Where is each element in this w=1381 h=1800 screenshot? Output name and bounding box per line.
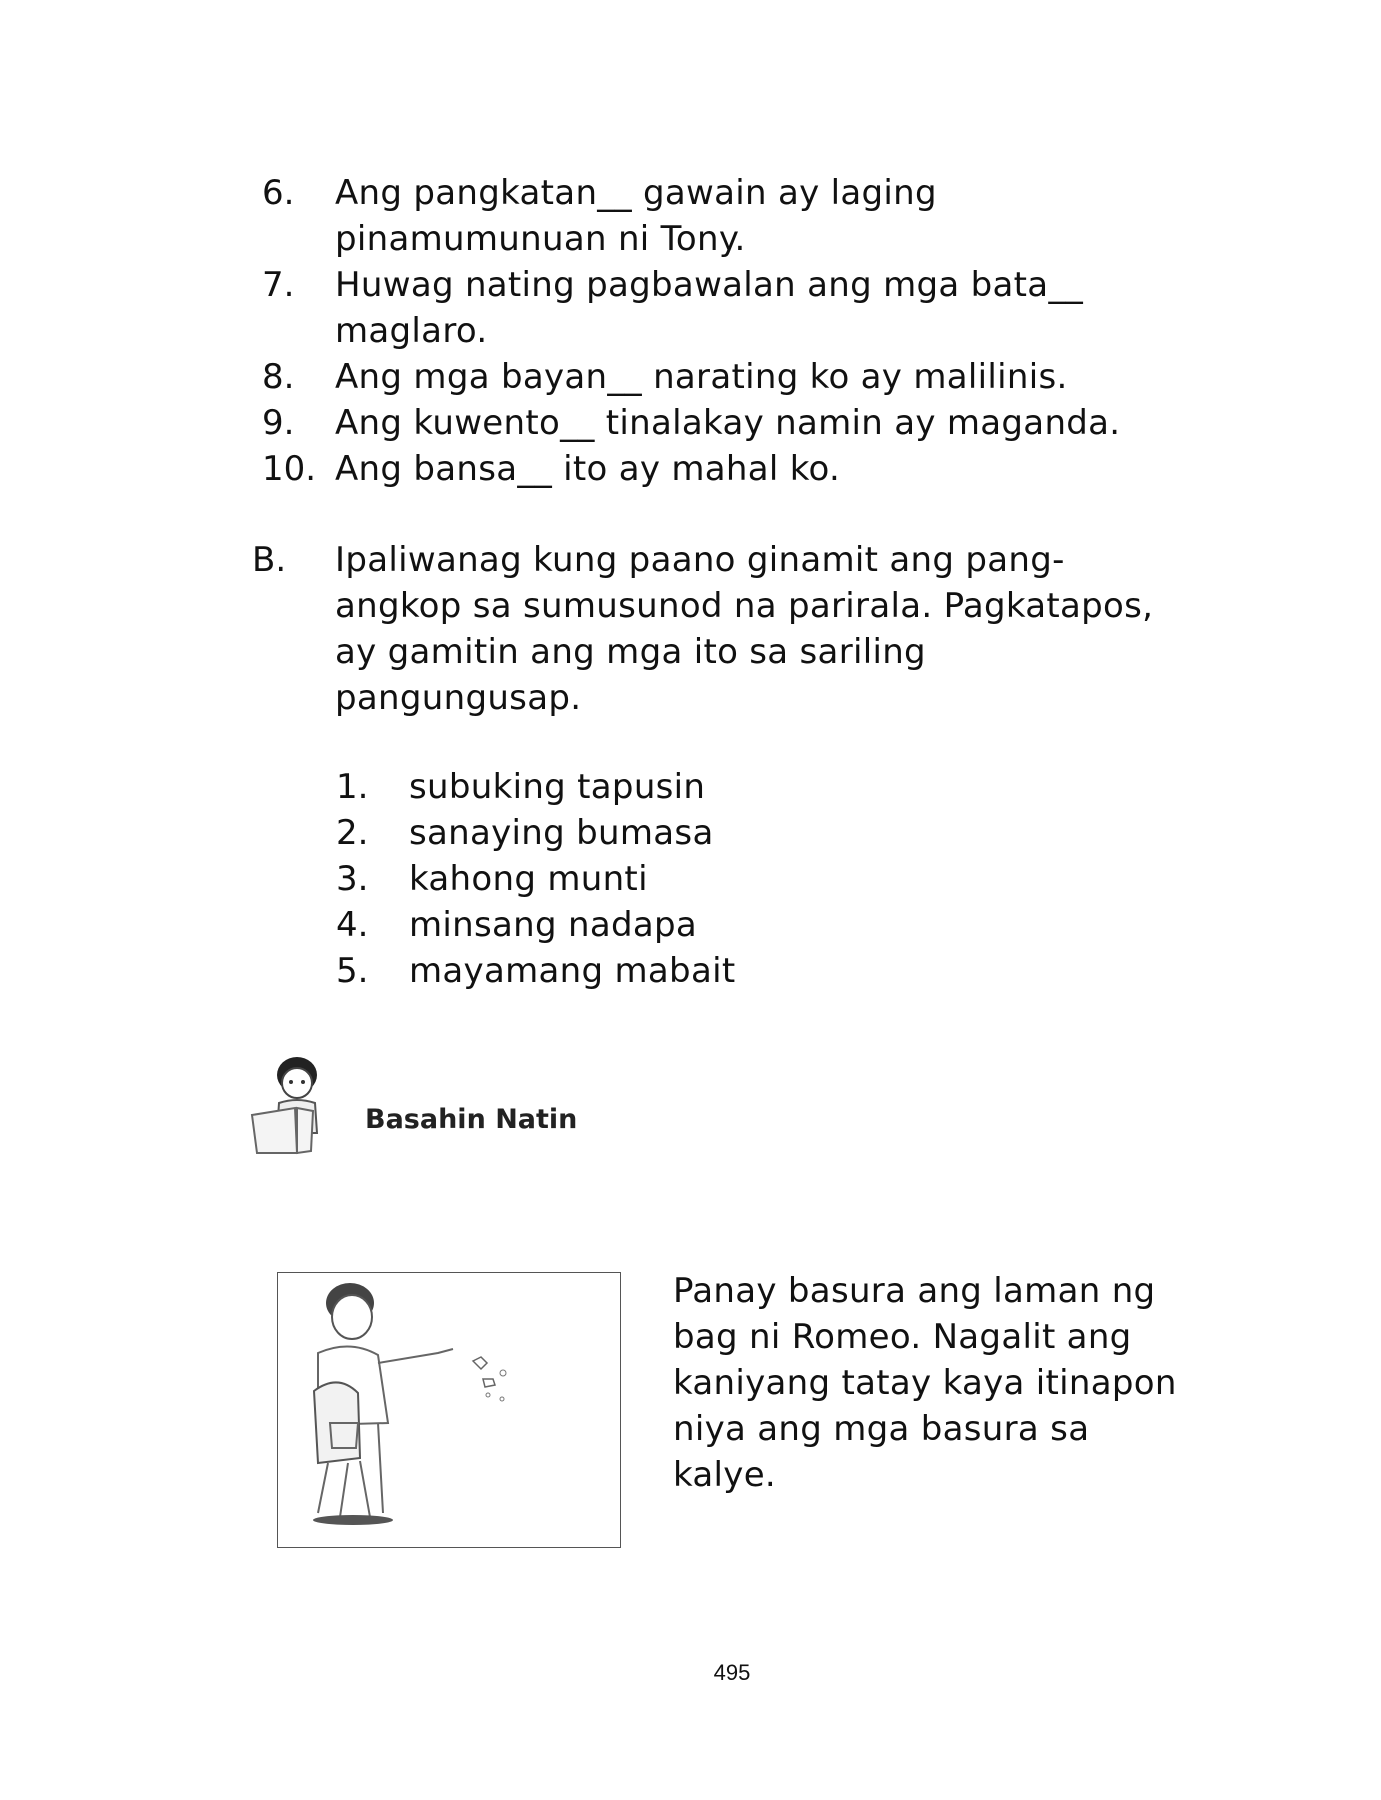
instruction-line: ay gamitin ang mga ito sa sariling xyxy=(335,632,926,672)
item-text: Ang bansa__ ito ay mahal ko. xyxy=(335,449,841,489)
item-text: Ang mga bayan__ narating ko ay malilinis. xyxy=(335,357,1068,397)
item-number: 5. xyxy=(336,951,369,991)
item-text: Ang kuwento__ tinalakay namin ay maganda. xyxy=(335,403,1121,443)
item-number: 7. xyxy=(262,265,295,305)
item-text: subuking tapusin xyxy=(409,767,706,807)
item-text: sanaying bumasa xyxy=(409,813,714,853)
item-number: 4. xyxy=(336,905,369,945)
item-number: 10. xyxy=(262,449,317,489)
item-number: 1. xyxy=(336,767,369,807)
item-text: mayamang mabait xyxy=(409,951,736,991)
paragraph-line: bag ni Romeo. Nagalit ang xyxy=(673,1317,1132,1357)
instruction-line: pangungusap. xyxy=(335,678,582,718)
item-number: 8. xyxy=(262,357,295,397)
item-number: 2. xyxy=(336,813,369,853)
item-number: 9. xyxy=(262,403,295,443)
instruction-line: Ipaliwanag kung paano ginamit ang pang- xyxy=(335,540,1065,580)
item-text: maglaro. xyxy=(335,311,488,351)
paragraph-line: niya ang mga basura sa xyxy=(673,1409,1090,1449)
page-number: 495 xyxy=(713,1660,751,1685)
paragraph-line: Panay basura ang laman ng xyxy=(673,1271,1156,1311)
section-letter: B. xyxy=(252,540,287,580)
instruction-line: angkop sa sumusunod na parirala. Pagkatapos, xyxy=(335,586,1154,626)
item-text: Ang pangkatan__ gawain ay laging xyxy=(335,173,937,213)
boy-throwing-trash-illustration xyxy=(277,1272,621,1548)
item-text: minsang nadapa xyxy=(409,905,698,945)
paragraph-line: kalye. xyxy=(673,1455,777,1495)
paragraph-line: kaniyang tatay kaya itinapon xyxy=(673,1363,1177,1403)
boy-illustration-icon xyxy=(278,1273,618,1545)
boy-reading-book-icon xyxy=(247,1053,357,1163)
item-number: 6. xyxy=(262,173,295,213)
item-text: kahong munti xyxy=(409,859,648,899)
item-text: Huwag nating pagbawalan ang mga bata__ xyxy=(335,265,1084,305)
item-number: 3. xyxy=(336,859,369,899)
section-heading: Basahin Natin xyxy=(365,1104,578,1135)
item-text: pinamumunuan ni Tony. xyxy=(335,219,746,259)
